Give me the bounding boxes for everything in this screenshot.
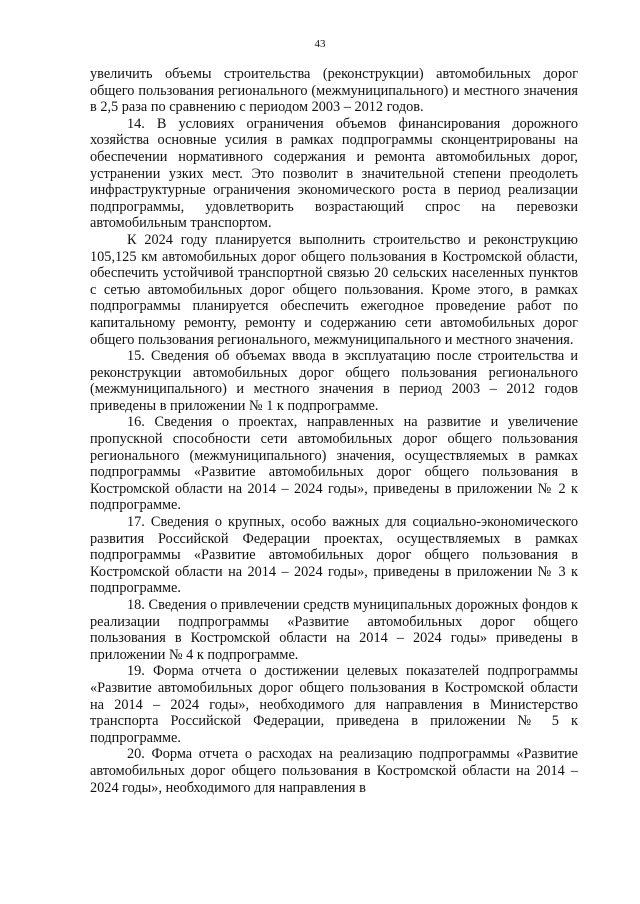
paragraph-17: 17. Сведения о крупных, особо важных для социально-экономического развития Российской Федерации проектах, осуществляемых в рамках подпрограммы «Развитие автомобильных дорог общего пользования в Костромской области на 2014 – 2024 годы», приведены в приложении № 3 к подпрограмме.	[90, 514, 578, 597]
paragraph-20: 20. Форма отчета о расходах на реализацию подпрограммы «Развитие автомобильных дорог общего пользования в Костромской области на 2014 – 2024 годы», необходимого для направления в	[90, 746, 578, 796]
document-body	[90, 66, 578, 796]
paragraph-15: 15. Сведения об объемах ввода в эксплуатацию после строительства и реконструкции автомобильных дорог общего пользования регионального (межмуниципального) и местного значения в период 2003 – 2012 годов приведены в приложении № 1 к подпрограмме.	[90, 348, 578, 414]
paragraph-2024-plans: К 2024 году планируется выполнить строительство и реконструкцию 105,125 км автомобильных дорог общего пользования в Костромской области, обеспечить устойчивой транспортной связью 20 сельских населенных пунктов с сетью автомобильных дорог общего пользования. Кроме этого, в рамках подпрограммы планируется обеспечить ежегодное проведение работ по капитальному ремонту, ремонту и содержанию сети автомобильных дорог общего пользования регионального, межмуниципального и местного значения.	[90, 231, 578, 348]
page-number: 43	[314, 38, 326, 50]
paragraph-14: 14. В условиях ограничения объемов финансирования дорожного хозяйства основные усилия в рамках подпрограммы сконцентрированы на обеспечении нормативного содержания и ремонта автомобильных дорог, устранении узких мест. Это позволит в значительной степени преодолеть инфраструктурные ограничения экономического роста в период реализации подпрограммы, удовлетворить возрастающий спрос на перевозки автомобильным транспортом.	[90, 115, 578, 232]
paragraph-18: 18. Сведения о привлечении средств муниципальных дорожных фондов к реализации подпрограммы «Развитие автомобильных дорог общего пользования в Костромской области на 2014 – 2024 годы» приведены в приложении № 4 к подпрограмме.	[90, 597, 578, 663]
paragraph-16: 16. Сведения о проектах, направленных на развитие и увеличение пропускной способности сети автомобильных дорог общего пользования регионального (межмуниципального) значения, осуществляемых в рамках подпрограммы «Развитие автомобильных дорог общего пользования в Костромской области на 2014 – 2024 годы», приведены в приложении № 2 к подпрограмме.	[90, 414, 578, 514]
paragraph-continuation: увеличить объемы строительства (реконструкции) автомобильных дорог общего пользования регионального (межмуниципального) и местного значения в 2,5 раза по сравнению с периодом 2003 – 2012 годов.	[90, 66, 578, 116]
paragraph-19: 19. Форма отчета о достижении целевых показателей подпрограммы «Развитие автомобильных дорог общего пользования в Костромской области на 2014 – 2024 годы», необходимого для направления в Министерство транспорта Российской Федерации, приведена в приложении № 5 к подпрограмме.	[90, 663, 578, 746]
